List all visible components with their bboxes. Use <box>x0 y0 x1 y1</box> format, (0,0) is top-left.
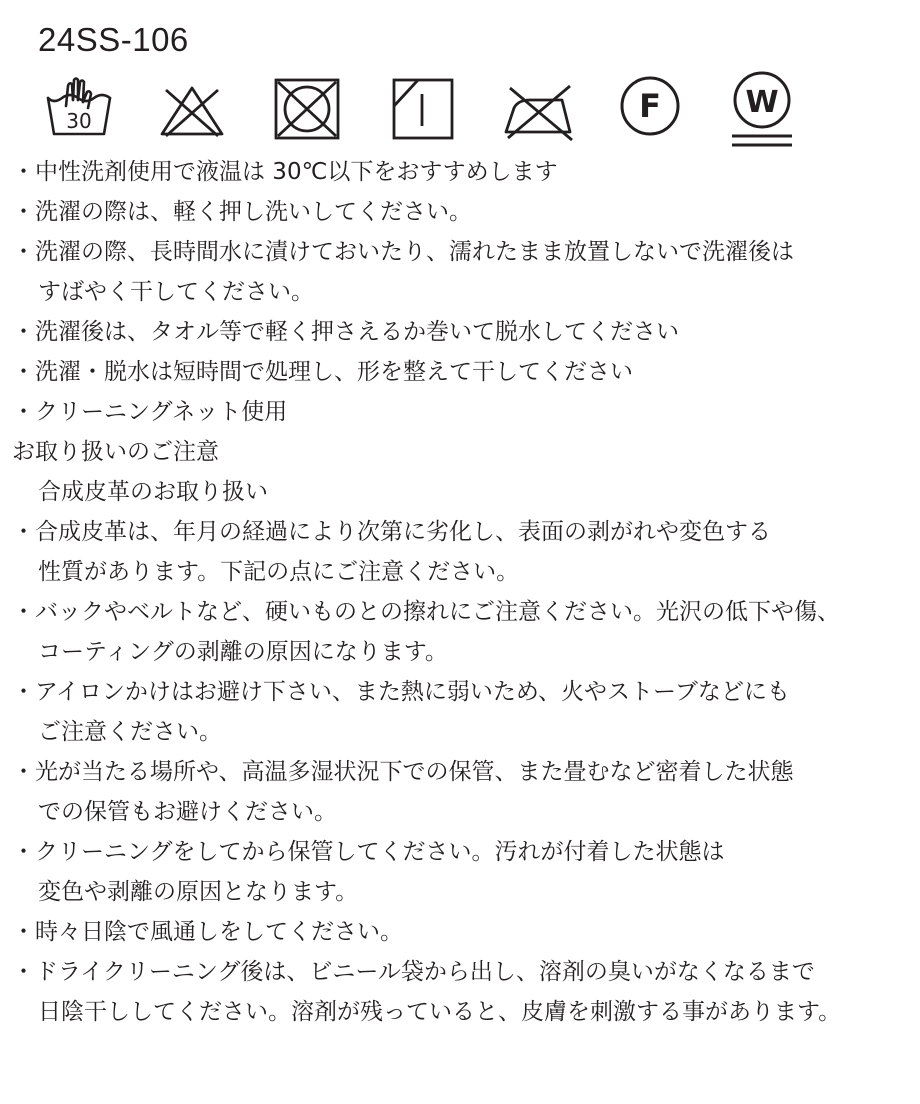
care-line: ・ドライクリーニング後は、ビニール袋から出し、溶剤の臭いがなくなるまで <box>12 959 815 985</box>
care-line: ・光が当たる場所や、高温多湿状況下での保管、また畳むなど密着した状態 <box>12 759 794 785</box>
do-not-tumble-dry-icon <box>268 66 348 154</box>
care-line: ・バックやベルトなど、硬いものとの擦れにご注意ください。光沢の低下や傷、 <box>12 599 840 625</box>
care-line: での保管もお避けください。 <box>38 799 337 825</box>
care-symbols <box>0 66 920 156</box>
wet-clean-w-icon <box>722 66 802 154</box>
care-line: すばやく干してください。 <box>38 279 314 305</box>
care-line: ・合成皮革は、年月の経過により次第に劣化し、表面の剥がれや変色する <box>12 519 771 545</box>
care-line: ・アイロンかけはお避け下さい、また熱に弱いため、火やストーブなどにも <box>12 679 790 705</box>
care-instructions <box>12 152 916 1032</box>
care-line: ・洗濯後は、タオル等で軽く押さえるか巻いて脱水してください <box>12 319 679 345</box>
dry-clean-letter: F <box>639 87 661 125</box>
care-line: 性質があります。下記の点にご注意ください。 <box>38 559 520 585</box>
care-line: ・クリーニングをしてから保管してください。汚れが付着した状態は <box>12 839 725 865</box>
care-line: ・洗濯の際、長時間水に漬けておいたり、濡れたまま放置しないで洗濯後は <box>12 239 794 265</box>
care-line: コーティングの剥離の原因になります。 <box>38 639 448 665</box>
wet-clean-letter: W <box>745 85 779 120</box>
hand-wash-temp: 30 <box>66 109 92 133</box>
care-line: ・洗濯の際は、軽く押し洗いしてください。 <box>12 199 472 225</box>
care-line: ご注意ください。 <box>38 719 222 745</box>
care-line: ・時々日陰で風通しをしてください。 <box>12 919 403 945</box>
do-not-bleach-icon <box>152 66 232 154</box>
dry-clean-f-icon <box>612 66 692 154</box>
section-heading-handling: お取り扱いのご注意 <box>12 439 219 465</box>
care-line: ・中性洗剤使用で液温は 30℃以下をおすすめします <box>12 159 558 185</box>
care-line: 日陰干ししてください。溶剤が残っていると、皮膚を刺激する事があります。 <box>38 999 842 1025</box>
care-line: 変色や剥離の原因となります。 <box>38 879 359 905</box>
line-dry-shade-icon <box>384 66 464 154</box>
hand-wash-30-icon <box>38 66 118 154</box>
product-code: 24SS-106 <box>38 21 189 58</box>
care-line: ・クリーニングネット使用 <box>12 399 288 425</box>
do-not-iron-icon <box>500 66 580 154</box>
care-line: ・洗濯・脱水は短時間で処理し、形を整えて干してください <box>12 359 633 385</box>
subheading-synthetic-leather: 合成皮革のお取り扱い <box>38 479 268 505</box>
